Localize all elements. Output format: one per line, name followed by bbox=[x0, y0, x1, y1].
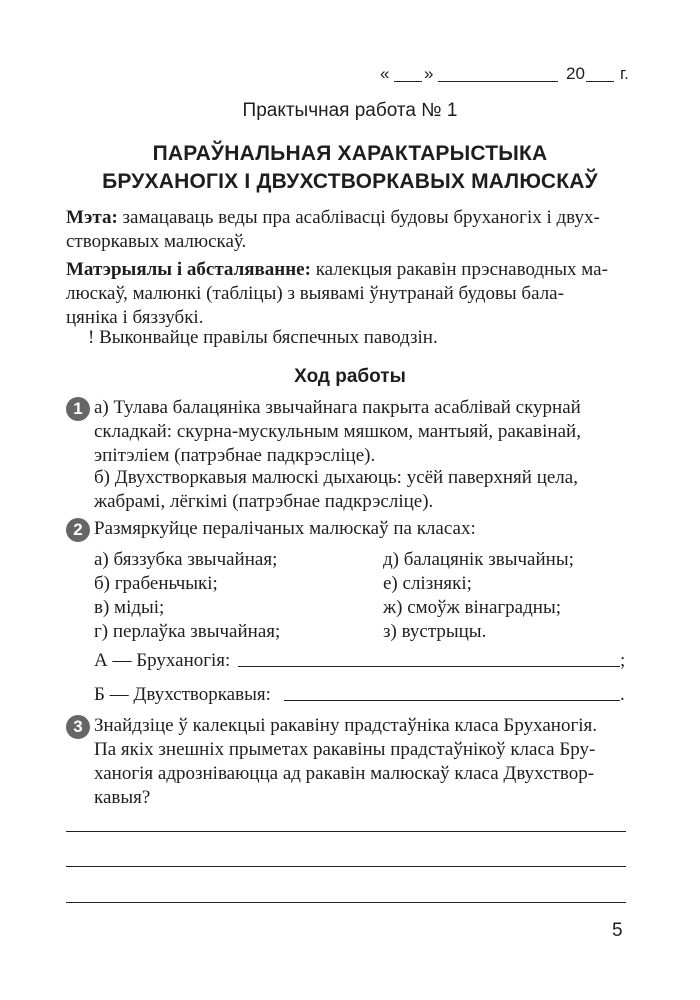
list-item: г) перлаўка звычайная; bbox=[94, 621, 281, 642]
task-1 bbox=[94, 396, 626, 468]
goal-text-2: створкавых малюскаў. bbox=[66, 231, 247, 252]
work-label: Практычная работа № 1 bbox=[242, 100, 458, 121]
task-1-a-line-2: складкай: скурна-мускульным мяшком, мантыяй, ракавінай, bbox=[94, 421, 581, 442]
title-line-1: ПАРАЎНАЛЬНАЯ ХАРАКТАРЫСТЫКА bbox=[152, 142, 548, 165]
task-2-left-column bbox=[94, 548, 374, 644]
answer-b-end: . bbox=[620, 684, 625, 705]
materials-text-3: цяніка і бяззубкі. bbox=[66, 307, 204, 328]
materials-label: Матэрыялы і абсталяванне: bbox=[66, 259, 311, 280]
procedure-heading: Ход работы bbox=[294, 366, 406, 387]
materials-text-2: люскаў, малюнкі (табліцы) з выявамі ўнутранай будовы бала- bbox=[66, 283, 564, 304]
date-year-prefix: 20 bbox=[566, 64, 585, 83]
answer-b-field[interactable] bbox=[284, 700, 620, 701]
answer-line[interactable] bbox=[66, 831, 626, 832]
title-line-2: БРУХАНОГІХ І ДВУХСТВОРКАВЫХ МАЛЮСКАЎ bbox=[102, 170, 598, 193]
materials-paragraph bbox=[66, 258, 626, 330]
task-1-a-line-3: эпітэліем (патрэбнае падкрэсліце). bbox=[94, 445, 376, 466]
task-1-badge: 1 bbox=[66, 397, 90, 421]
list-item: д) балацянік звычайны; bbox=[383, 549, 574, 570]
answer-line[interactable] bbox=[66, 866, 626, 867]
list-item: ж) смоўж вінаградны; bbox=[383, 597, 561, 618]
list-item: а) бяззубка звычайная; bbox=[94, 549, 278, 570]
answer-a-field[interactable] bbox=[238, 666, 620, 667]
date-suffix: г. bbox=[620, 64, 629, 83]
task-3-line-2: Па якіх знешніх прыметах ракавіны прадстаўнікоў класа Бру- bbox=[94, 739, 596, 760]
task-1-b-line-1: б) Двухстворкавыя малюскі дыхаюць: усёй паверхняй цела, bbox=[94, 467, 578, 488]
task-3 bbox=[94, 714, 626, 810]
date-day-blank[interactable] bbox=[394, 81, 422, 82]
task-3-line-4: кавыя? bbox=[94, 787, 151, 808]
list-item: в) мідыі; bbox=[94, 597, 165, 618]
task-2-prompt: Размяркуйце пералічаных малюскаў па класах: bbox=[94, 518, 476, 539]
goal-paragraph bbox=[66, 206, 626, 254]
goal-text-1: замацаваць веды пра асаблівасці будовы бруханогіх і двух- bbox=[122, 207, 600, 228]
answer-line[interactable] bbox=[66, 902, 626, 903]
date-month-blank[interactable] bbox=[438, 81, 558, 82]
page-title bbox=[60, 140, 640, 196]
list-item: з) вустрыцы. bbox=[383, 621, 487, 642]
task-1-a-line-1: а) Тулава балацяніка звычайнага пакрыта асаблівай скурнай bbox=[94, 397, 581, 418]
list-item: б) грабеньчыкі; bbox=[94, 573, 218, 594]
answer-a-end: ; bbox=[620, 650, 626, 671]
page-number: 5 bbox=[612, 920, 623, 941]
materials-text-1: калекцыя ракавін прэснаводных ма- bbox=[315, 259, 608, 280]
list-item: е) слізнякі; bbox=[383, 573, 472, 594]
task-1-b bbox=[94, 466, 626, 514]
date-year-blank[interactable] bbox=[586, 81, 614, 82]
goal-label: Мэта: bbox=[66, 207, 118, 228]
task-1-b-line-2: жабрамі, лёгкімі (патрэбнае падкрэсліце). bbox=[94, 491, 434, 512]
task-3-badge: 3 bbox=[66, 715, 90, 739]
date-field bbox=[380, 64, 630, 86]
task-3-line-3: ханогія адрозніваюцца ад ракавін малюскаў класа Двухствор- bbox=[94, 763, 595, 784]
answer-a-label: А — Бруханогія: bbox=[94, 650, 231, 671]
task-3-line-1: Знайдзіце ў калекцыі ракавіну прадстаўніка класа Бруханогія. bbox=[94, 715, 598, 736]
answer-b-label: Б — Двухстворкавыя: bbox=[94, 684, 271, 705]
safety-note: ! Выконвайце правілы бяспечных паводзін. bbox=[88, 327, 438, 348]
date-close-quote: » bbox=[424, 64, 434, 83]
task-2-badge: 2 bbox=[66, 518, 90, 542]
date-open-quote: « bbox=[380, 64, 390, 83]
task-2-right-column bbox=[383, 548, 633, 644]
